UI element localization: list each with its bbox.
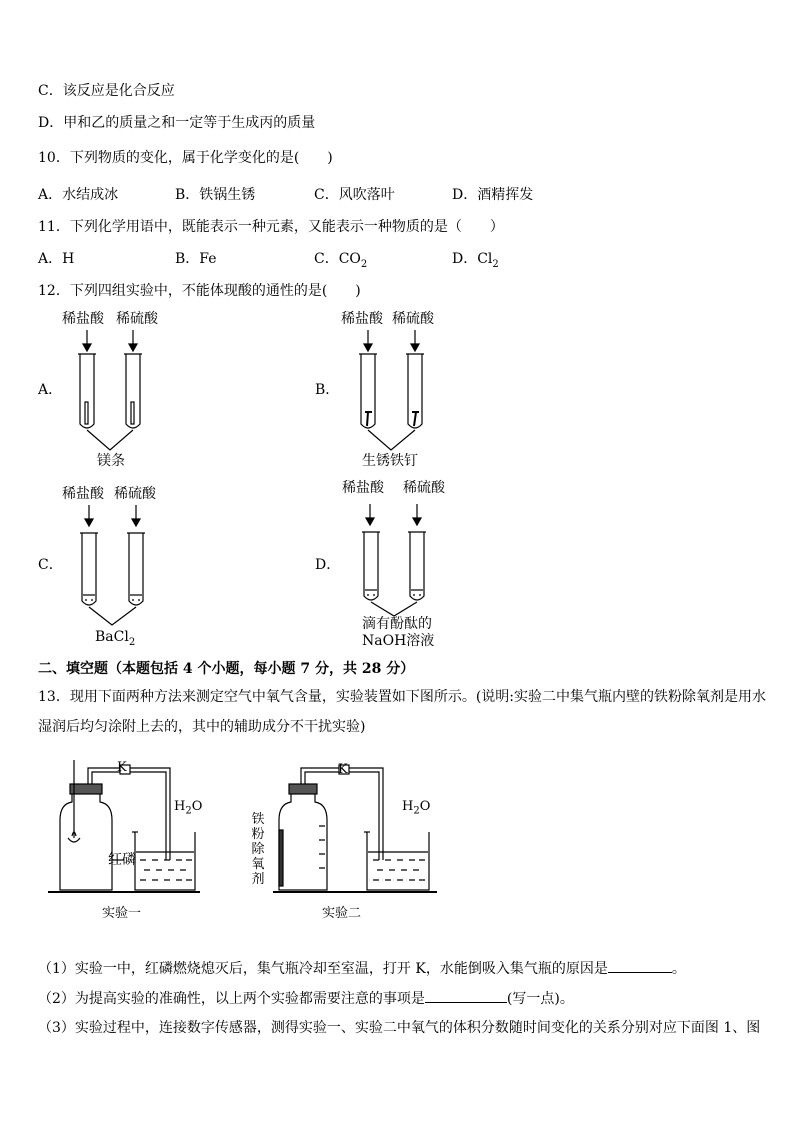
rusty-nail-icon — [365, 412, 372, 426]
water-label-sub: 2 — [185, 805, 192, 817]
q12-c-apparatus — [66, 503, 146, 633]
q12-b-reagent-label: 生锈铁钉 — [362, 453, 418, 469]
q12-a-reagent-label: 镁条 — [97, 453, 125, 469]
q10-option-c: C．风吹落叶 — [314, 187, 395, 203]
q11-stem: 11．下列化学用语中，既能表示一种元素，又能表示一种物质的是（ ） — [38, 219, 504, 235]
q13-sub2-answer-blank[interactable] — [425, 988, 507, 1003]
q12-d-acid1-label: 稀盐酸 — [342, 480, 384, 496]
arrowhead-icon — [85, 519, 93, 526]
q13-stem-line1: 13．现用下面两种方法来测定空气中氧气含量，实验装置如下图所示。(说明:实验二中集气瓶内壁的铁粉除氧剂是用水 — [38, 689, 766, 705]
test-tube-icon — [129, 533, 143, 605]
q12-a-apparatus — [66, 328, 146, 448]
arrowhead-icon — [83, 344, 91, 351]
q12-d-reagent-label-line2: NaOH溶液 — [362, 633, 435, 649]
q13-sub1-end: 。 — [671, 961, 686, 977]
q10-stem: 10．下列物质的变化，属于化学变化的是( ) — [38, 150, 333, 166]
q12-a-acid1-label: 稀盐酸 — [62, 311, 104, 327]
beaker-icon — [367, 832, 429, 890]
q12-d-apparatus — [352, 498, 442, 618]
delivery-tube — [301, 768, 383, 860]
q11-option-d-subscript: 2 — [492, 258, 499, 270]
water-label-h: H — [174, 799, 186, 814]
rusty-nail-icon — [412, 412, 419, 426]
q12-b-acid2-label: 稀硫酸 — [392, 311, 434, 327]
stopper-icon — [70, 784, 102, 794]
q11-option-b: B．Fe — [175, 251, 217, 267]
q13-sub3: （3）实验过程中，连接数字传感器，测得实验一、实验二中氧气的体积分数随时间变化的关系分别对应下面图 1、图 — [38, 1020, 761, 1036]
q12-stem: 12．下列四组实验中，不能体现酸的通性的是( ) — [38, 283, 361, 299]
q12-b-apparatus — [345, 328, 425, 448]
q12-c-acid2-label: 稀硫酸 — [114, 486, 156, 502]
test-tube-icon — [80, 354, 94, 428]
q11-option-d-text: D．Cl — [452, 251, 493, 267]
q11-option-c — [314, 250, 367, 274]
magnesium-ribbon-icon — [131, 402, 134, 424]
q13-experiment2-apparatus — [265, 760, 445, 910]
q9-option-c: C．该反应是化合反应 — [38, 83, 175, 99]
water-label-h: H — [402, 799, 414, 814]
q13-exp1-valve-label: K — [117, 760, 127, 775]
arrowhead-icon — [364, 344, 372, 351]
q12-b-acid1-label: 稀盐酸 — [341, 311, 383, 327]
q13-sub1-answer-blank[interactable] — [608, 958, 672, 973]
iron-powder-char: 氧 — [251, 857, 265, 872]
q13-experiment1-apparatus — [40, 760, 210, 910]
test-tube-icon — [126, 354, 140, 428]
q12-a-letter: A． — [38, 382, 63, 398]
q13-sub2-text: （2）为提高实验的准确性，以上两个实验都需要注意的事项是 — [38, 991, 425, 1007]
section2-heading: 二、填空题（本题包括 4 个小题，每小题 7 分，共 28 分） — [38, 661, 415, 677]
q12-c-acid1-label: 稀盐酸 — [62, 486, 104, 502]
delivery-tube — [88, 768, 170, 860]
q12-d-reagent-label-line1: 滴有酚酞的 — [362, 616, 432, 632]
q12-a-acid2-label: 稀硫酸 — [116, 311, 158, 327]
q12-c-letter: C． — [38, 557, 63, 573]
q12-b-letter: B． — [315, 382, 340, 398]
q10-option-d: D．酒精挥发 — [452, 187, 534, 203]
arrowhead-icon — [129, 344, 137, 351]
q13-sub1-text: （1）实验一中，红磷燃烧熄灭后，集气瓶冷却至室温，打开 K，水能倒吸入集气瓶的原因是 — [38, 961, 608, 977]
q12-d-letter: D． — [315, 557, 341, 573]
q11-option-a: A．H — [38, 251, 75, 267]
q12-c-reagent-subscript: 2 — [128, 636, 136, 648]
q11-option-c-subscript: 2 — [360, 258, 368, 270]
q10-option-a: A．水结成冰 — [38, 187, 119, 203]
q13-stem-line2: 湿润后均匀涂附上去的，其中的辅助成分不干扰实验) — [38, 719, 366, 735]
water-label-o: O — [419, 799, 431, 814]
arrowhead-icon — [132, 519, 140, 526]
q13-exp1-caption: 实验一 — [102, 906, 142, 921]
gas-bottle-icon — [279, 792, 327, 890]
q9-option-d: D．甲和乙的质量之和一定等于生成丙的质量 — [38, 115, 316, 131]
water-label-sub: 2 — [413, 805, 420, 817]
iron-powder-char: 除 — [251, 842, 265, 857]
iron-powder-coating-icon — [279, 830, 283, 886]
q10-option-b: B．铁锅生锈 — [175, 187, 256, 203]
q13-exp2-water-label — [402, 799, 430, 820]
q12-c-reagent-label — [95, 629, 135, 651]
gas-bottle-icon — [60, 792, 112, 890]
q13-red-phosphorus-label: 红磷 — [108, 852, 136, 868]
test-tube-icon — [82, 533, 96, 605]
q13-sub1 — [38, 958, 686, 978]
q13-sub2 — [38, 988, 574, 1008]
q13-exp2-caption: 实验二 — [322, 906, 362, 921]
q13-exp1-water-label — [174, 799, 202, 820]
combustion-spoon-icon — [68, 838, 80, 842]
arrowhead-icon — [413, 518, 421, 525]
stopper-icon — [289, 784, 317, 794]
q13-sub2-end: (写一点)。 — [506, 991, 574, 1007]
q11-option-c-text: C．CO — [314, 251, 361, 267]
iron-powder-char: 铁 — [251, 812, 265, 827]
magnesium-ribbon-icon — [85, 402, 88, 424]
iron-powder-char: 剂 — [251, 872, 265, 887]
iron-powder-char: 粉 — [251, 827, 265, 842]
q11-option-d — [452, 250, 499, 274]
q13-iron-powder-label — [250, 812, 266, 887]
q13-exp2-valve-label: K — [338, 762, 348, 777]
q12-d-acid2-label: 稀硫酸 — [403, 480, 445, 496]
q12-c-reagent-text: BaCl — [95, 629, 129, 645]
arrowhead-icon — [366, 518, 374, 525]
beaker-icon — [135, 832, 195, 890]
arrowhead-icon — [411, 344, 419, 351]
water-label-o: O — [191, 799, 203, 814]
